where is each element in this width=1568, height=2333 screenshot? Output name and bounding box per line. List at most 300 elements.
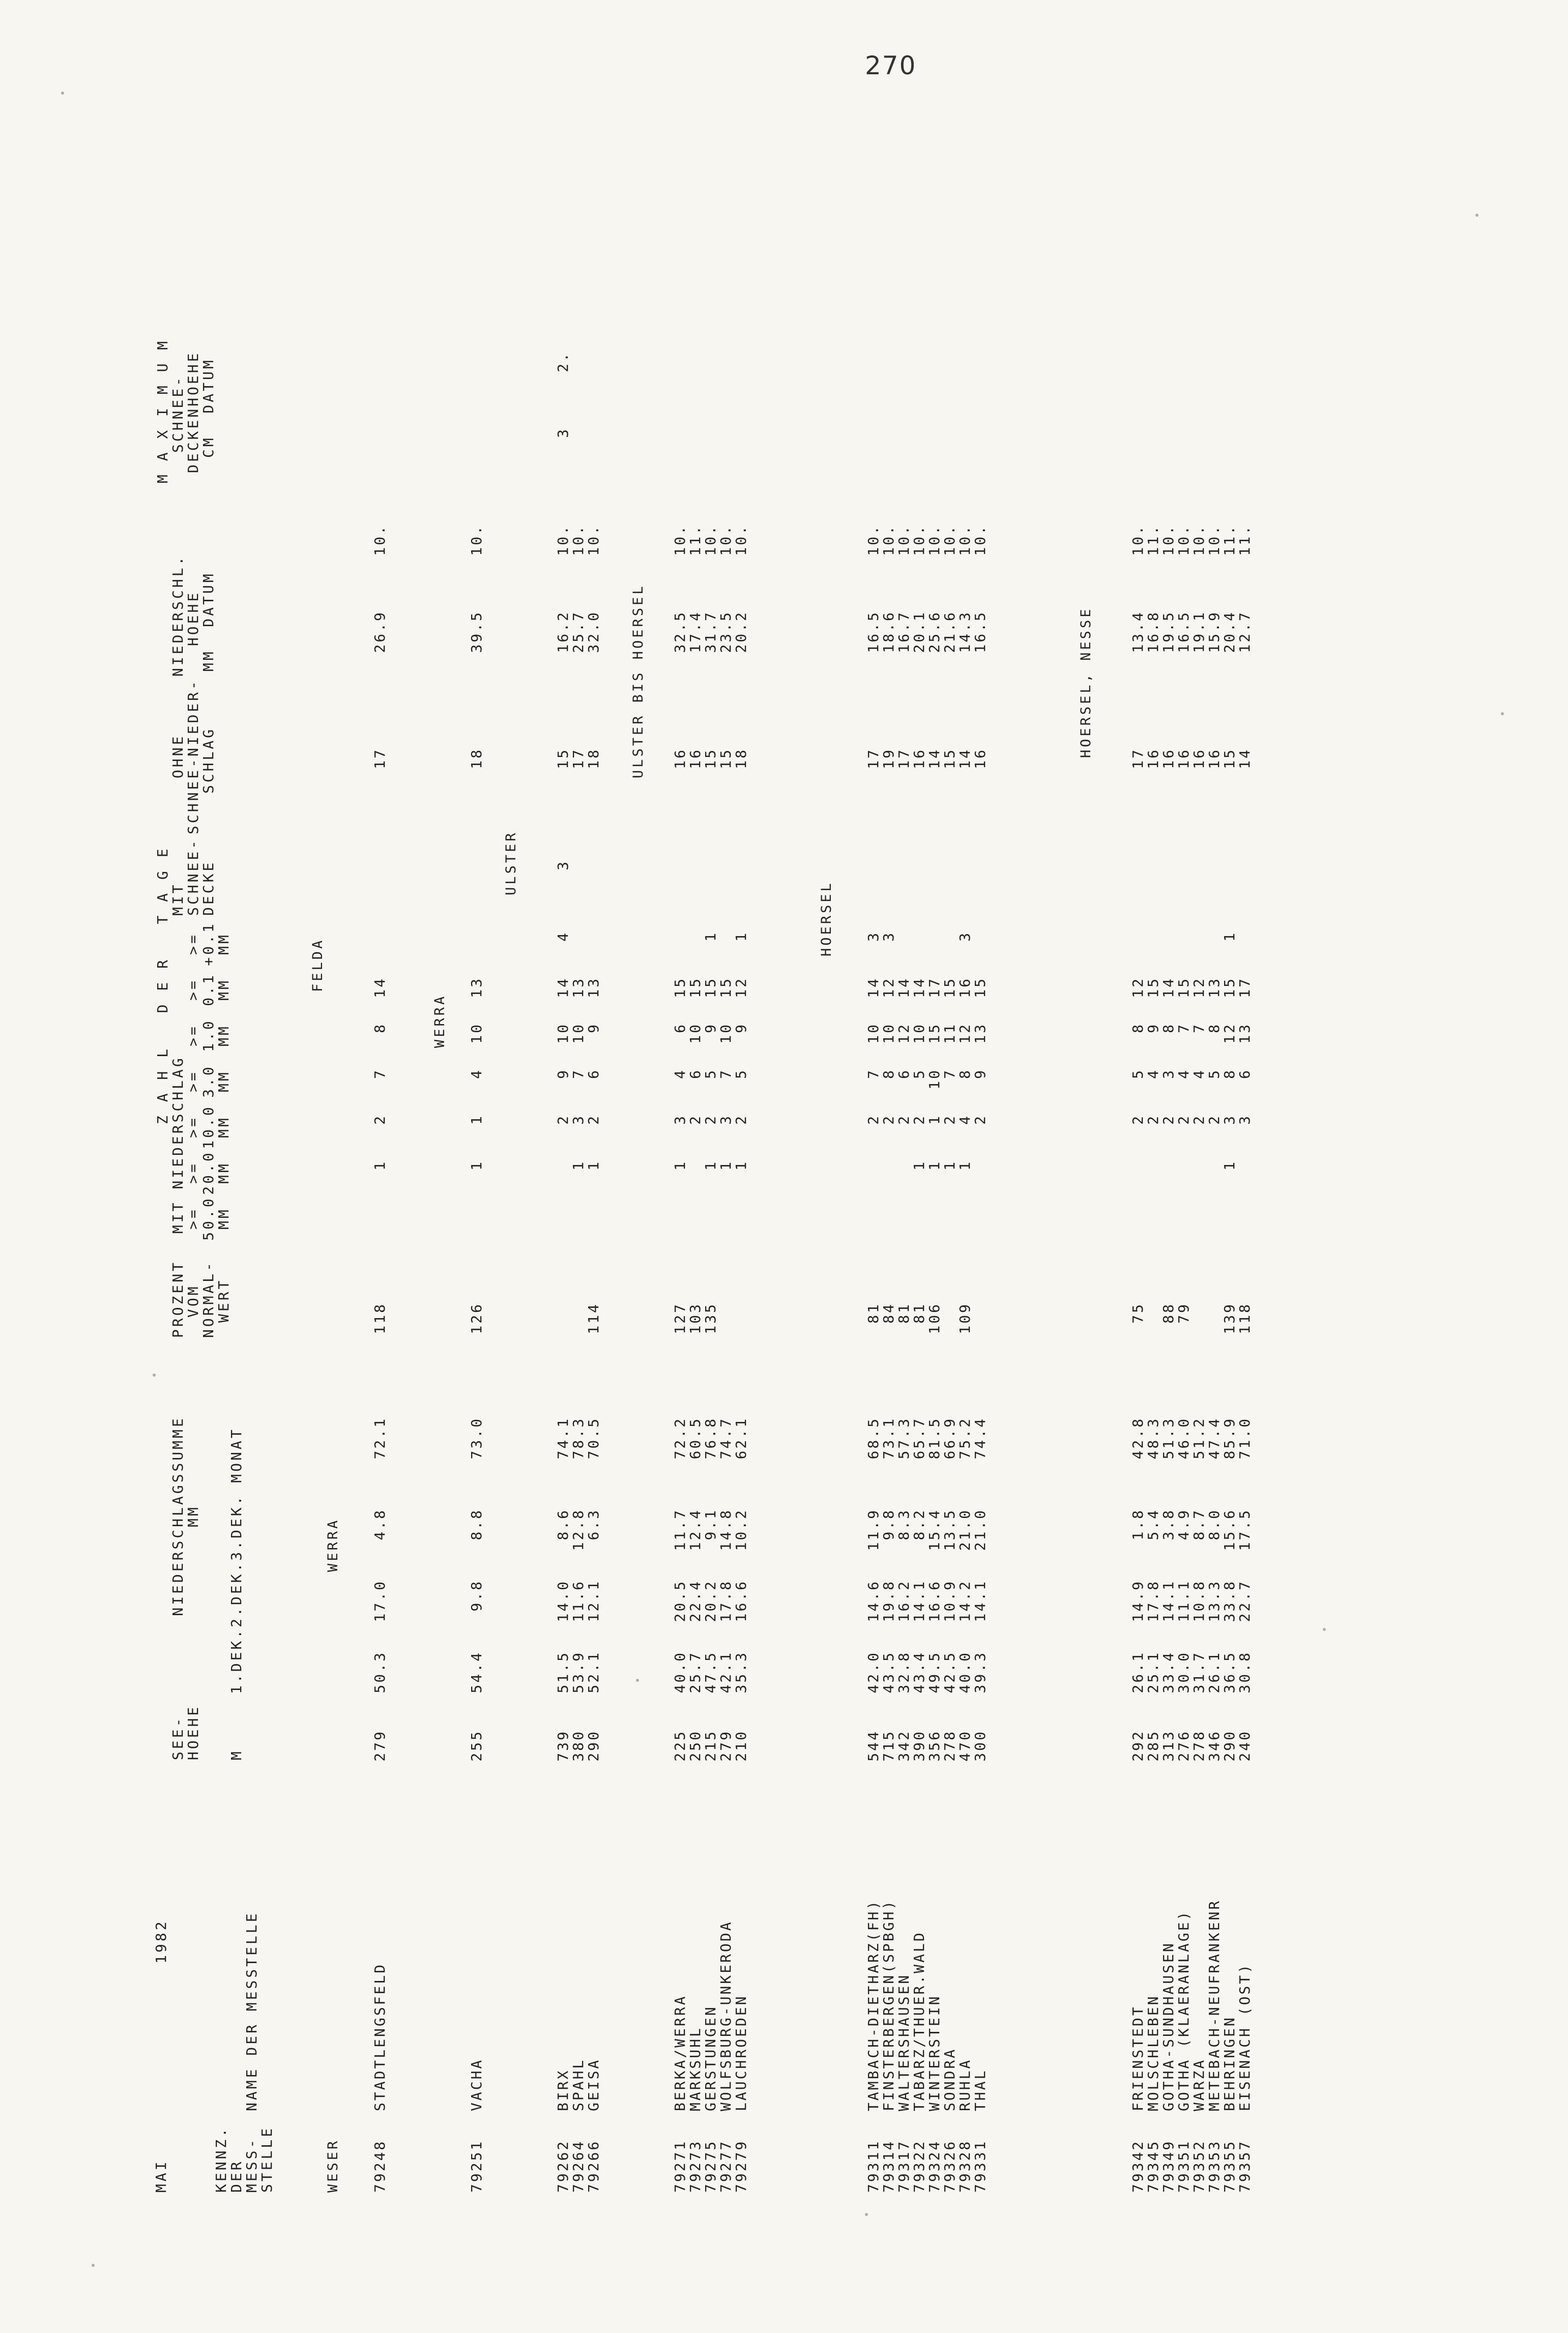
cell-kennz: 79353 xyxy=(1206,2139,1223,2193)
table-row xyxy=(972,36,988,2203)
cell-max-h: 39.5 xyxy=(468,610,485,653)
threshold-value-p01: +0.1 xyxy=(200,921,217,966)
niederschlag-max-header-3: MM DATUM xyxy=(200,571,217,672)
kennz-header-4: STELLE xyxy=(258,2125,275,2193)
cell-t01: 13 xyxy=(585,977,602,998)
cell-t1: 6 xyxy=(672,1023,688,1033)
cell-t3: 9 xyxy=(972,1068,989,1079)
cell-max-d: 10. xyxy=(555,524,571,556)
cell-max-d: 10. xyxy=(702,524,719,556)
section-werra-summe: WERRA xyxy=(325,1518,341,1572)
see-header-3: M xyxy=(228,1749,245,1760)
cell-t20: 1 xyxy=(941,1160,958,1171)
cell-d1: 32.8 xyxy=(895,1651,912,1694)
cell-t10: 2 xyxy=(1129,1114,1146,1125)
cell-ohne: 18 xyxy=(733,748,749,769)
cell-t3: 9 xyxy=(555,1068,571,1079)
cell-t1: 10 xyxy=(911,1023,927,1044)
cell-t3: 10 xyxy=(926,1068,943,1090)
threshold-ge-01: >= xyxy=(185,978,201,1001)
cell-hoehe: 292 xyxy=(1129,1730,1146,1762)
table-row xyxy=(1206,36,1222,2203)
cell-t01: 17 xyxy=(926,977,943,998)
cell-hoehe: 215 xyxy=(702,1730,719,1762)
cell-d2: 14.2 xyxy=(956,1580,973,1622)
cell-hoehe: 313 xyxy=(1160,1730,1177,1762)
cell-d1: 40.0 xyxy=(956,1651,973,1694)
cell-t1: 12 xyxy=(1221,1023,1238,1044)
cell-d2: 14.1 xyxy=(911,1580,927,1622)
prozent-header-2: VOM xyxy=(185,1284,201,1318)
cell-d2: 16.6 xyxy=(926,1580,943,1622)
cell-t01: 12 xyxy=(1129,977,1146,998)
cell-monat: 57.3 xyxy=(895,1417,912,1460)
cell-name: WALTERSHAUSEN xyxy=(895,1973,912,2111)
threshold-unit-20: MM xyxy=(215,1161,232,1184)
cell-t10: 2 xyxy=(702,1114,719,1125)
cell-d2: 17.0 xyxy=(371,1580,388,1622)
cell-ohne: 14 xyxy=(956,748,973,769)
cell-max-d: 11. xyxy=(1221,524,1238,556)
cell-max-h: 16.2 xyxy=(555,610,571,653)
scan-speck xyxy=(153,1374,156,1377)
mit-schneedecke-header-2: SCHNEE- xyxy=(185,837,201,916)
cell-d1: 50.3 xyxy=(371,1651,388,1694)
cell-d3: 4.9 xyxy=(1175,1508,1192,1540)
cell-tp01: 1 xyxy=(702,931,719,942)
cell-d1: 33.4 xyxy=(1160,1651,1177,1694)
cell-name: FRIENSTEDT xyxy=(1129,2005,1146,2111)
cell-kennz: 79251 xyxy=(468,2139,485,2193)
threshold-ge-20: >= xyxy=(185,1161,201,1184)
threshold-unit-3: MM xyxy=(215,1070,232,1092)
cell-kennz: 79266 xyxy=(585,2139,602,2193)
cell-ohne: 16 xyxy=(687,748,704,769)
cell-d2: 9.8 xyxy=(468,1580,485,1612)
cell-t01: 14 xyxy=(1160,977,1177,998)
cell-prozent: 79 xyxy=(1175,1302,1192,1324)
cell-t01: 13 xyxy=(1206,977,1223,998)
cell-monat: 73.0 xyxy=(468,1417,485,1460)
cell-t10: 2 xyxy=(687,1114,704,1125)
cell-d1: 26.1 xyxy=(1206,1651,1223,1694)
cell-monat: 42.8 xyxy=(1129,1417,1146,1460)
cell-kennz: 79271 xyxy=(672,2139,688,2193)
threshold-unit-10: MM xyxy=(215,1116,232,1138)
cell-kennz: 79355 xyxy=(1221,2139,1238,2193)
cell-monat: 73.1 xyxy=(880,1417,897,1460)
cell-d1: 36.5 xyxy=(1221,1651,1238,1694)
cell-t01: 17 xyxy=(1236,977,1253,998)
cell-ohne: 17 xyxy=(371,748,388,769)
cell-hoehe: 279 xyxy=(717,1730,734,1762)
cell-max-h: 32.5 xyxy=(672,610,688,653)
summe-header-unit: MM xyxy=(185,1505,201,1527)
cell-max-h: 31.7 xyxy=(702,610,719,653)
cell-max-h: 16.5 xyxy=(1175,610,1192,653)
schneedecke-max-header-1: SCHNEE- xyxy=(169,374,186,453)
cell-name: GOTHA-SUNDHAUSEN xyxy=(1160,1941,1177,2111)
cell-d3: 8.2 xyxy=(911,1508,927,1540)
cell-t01: 14 xyxy=(895,977,912,998)
cell-t01: 15 xyxy=(717,977,734,998)
cell-name: RUHLA xyxy=(956,2058,973,2111)
threshold-unit-01: MM xyxy=(215,978,232,1001)
cell-max-d: 11. xyxy=(687,524,704,556)
cell-name: GOTHA (KLAERANLAGE) xyxy=(1175,1909,1192,2111)
cell-prozent: 106 xyxy=(926,1302,943,1334)
cell-t1: 10 xyxy=(687,1023,704,1044)
cell-d1: 39.3 xyxy=(972,1651,989,1694)
cell-ohne: 17 xyxy=(570,748,587,769)
cell-d3: 8.6 xyxy=(555,1508,571,1540)
cell-d3: 3.8 xyxy=(1160,1508,1177,1540)
table-row xyxy=(687,36,703,2203)
cell-kennz: 79279 xyxy=(733,2139,749,2193)
cell-max-h: 19.5 xyxy=(1160,610,1177,653)
cell-t20: 1 xyxy=(468,1160,485,1171)
cell-t10: 2 xyxy=(941,1114,958,1125)
cell-max-d: 10. xyxy=(371,524,388,556)
cell-d2: 14.1 xyxy=(1160,1580,1177,1622)
cell-d3: 21.0 xyxy=(956,1508,973,1551)
cell-max-d: 10. xyxy=(911,524,927,556)
cell-tp01: 1 xyxy=(733,931,749,942)
cell-max-d: 10. xyxy=(1160,524,1177,556)
cell-d1: 43.5 xyxy=(880,1651,897,1694)
cell-prozent: 81 xyxy=(911,1302,927,1324)
cell-t01: 15 xyxy=(1145,977,1162,998)
cell-t10: 3 xyxy=(1236,1114,1253,1125)
cell-d1: 31.7 xyxy=(1190,1651,1207,1694)
cell-d2: 11.6 xyxy=(570,1580,587,1622)
cell-d2: 14.9 xyxy=(1129,1580,1146,1622)
cell-d1: 40.0 xyxy=(672,1651,688,1694)
cell-prozent: 84 xyxy=(880,1302,897,1324)
cell-t20: 1 xyxy=(926,1160,943,1171)
table-row xyxy=(1145,36,1161,2203)
cell-name: WINTERSTEIN xyxy=(926,1994,943,2111)
cell-prozent: 81 xyxy=(895,1302,912,1324)
cell-name: BEHRINGEN xyxy=(1221,2016,1238,2111)
cell-d3: 21.0 xyxy=(972,1508,989,1551)
cell-monat: 75.2 xyxy=(956,1417,973,1460)
cell-name: THAL xyxy=(972,2068,989,2111)
scan-speck xyxy=(92,2264,95,2267)
year-label: 1982 xyxy=(153,1919,169,1964)
cell-max-h: 20.4 xyxy=(1221,610,1238,653)
threshold-value-20: 20.0 xyxy=(200,1150,217,1195)
cell-monat: 74.7 xyxy=(717,1417,734,1460)
table-row xyxy=(941,36,957,2203)
cell-max-h: 18.6 xyxy=(880,610,897,653)
cell-max-h: 25.7 xyxy=(570,610,587,653)
cell-name: TAMBACH-DIETHARZ(FH) xyxy=(865,1899,882,2111)
schneedecke-max-header-2: DECKENHOEHE xyxy=(185,351,201,473)
cell-ohne: 18 xyxy=(585,748,602,769)
cell-hoehe: 278 xyxy=(1190,1730,1207,1762)
cell-t01: 15 xyxy=(1175,977,1192,998)
cell-hoehe: 276 xyxy=(1175,1730,1192,1762)
cell-t3: 7 xyxy=(865,1068,882,1079)
cell-kennz: 79317 xyxy=(895,2139,912,2193)
cell-ohne: 17 xyxy=(865,748,882,769)
cell-t1: 9 xyxy=(585,1023,602,1033)
cell-t3: 6 xyxy=(1236,1068,1253,1079)
cell-ohne: 16 xyxy=(972,748,989,769)
cell-ohne: 16 xyxy=(672,748,688,769)
cell-t10: 2 xyxy=(371,1114,388,1125)
cell-hoehe: 380 xyxy=(570,1730,587,1762)
cell-t1: 9 xyxy=(702,1023,719,1033)
cell-t01: 12 xyxy=(733,977,749,998)
section-felda: FELDA xyxy=(310,938,326,992)
cell-kennz: 79326 xyxy=(941,2139,958,2193)
cell-ohne: 15 xyxy=(555,748,571,769)
cell-t10: 4 xyxy=(956,1114,973,1125)
cell-schnee-h: 3 xyxy=(555,427,571,438)
threshold-ge-10: >= xyxy=(185,1116,201,1138)
cell-max-h: 14.3 xyxy=(956,610,973,653)
cell-kennz: 79311 xyxy=(865,2139,882,2193)
cell-d2: 14.0 xyxy=(555,1580,571,1622)
cell-hoehe: 285 xyxy=(1145,1730,1162,1762)
cell-t3: 4 xyxy=(672,1068,688,1079)
cell-d3: 11.7 xyxy=(672,1508,688,1551)
cell-max-h: 16.8 xyxy=(1145,610,1162,653)
cell-max-d: 10. xyxy=(672,524,688,556)
cell-t3: 6 xyxy=(895,1068,912,1079)
cell-prozent: 118 xyxy=(1236,1302,1253,1334)
cell-d3: 8.8 xyxy=(468,1508,485,1540)
table-row xyxy=(1175,36,1192,2203)
cell-hoehe: 210 xyxy=(733,1730,749,1762)
cell-d2: 20.5 xyxy=(672,1580,688,1622)
cell-kennz: 79351 xyxy=(1175,2139,1192,2193)
threshold-value-1: 1.0 xyxy=(200,1018,217,1052)
cell-max-d: 10. xyxy=(1206,524,1223,556)
cell-d1: 47.5 xyxy=(702,1651,719,1694)
cell-monat: 76.8 xyxy=(702,1417,719,1460)
cell-prozent: 75 xyxy=(1129,1302,1146,1324)
prozent-header-3: NORMAL- xyxy=(200,1260,217,1338)
table-row xyxy=(956,36,973,2203)
cell-hoehe: 715 xyxy=(880,1730,897,1762)
cell-max-d: 10. xyxy=(926,524,943,556)
cell-d3: 17.5 xyxy=(1236,1508,1253,1551)
cell-monat: 68.5 xyxy=(865,1417,882,1460)
cell-hoehe: 290 xyxy=(585,1730,602,1762)
cell-kennz: 79357 xyxy=(1236,2139,1253,2193)
cell-hoehe: 225 xyxy=(672,1730,688,1762)
cell-t10: 2 xyxy=(1190,1114,1207,1125)
cell-t1: 8 xyxy=(1160,1023,1177,1033)
mit-niederschlag-label: MIT NIEDERSCHLAG xyxy=(169,1056,186,1234)
table-row xyxy=(585,36,601,2203)
cell-d2: 16.6 xyxy=(733,1580,749,1622)
cell-t3: 8 xyxy=(956,1068,973,1079)
cell-d3: 9.8 xyxy=(880,1508,897,1540)
table-row xyxy=(1221,36,1237,2203)
cell-ohne: 15 xyxy=(717,748,734,769)
cell-t20: 1 xyxy=(956,1160,973,1171)
cell-monat: 71.0 xyxy=(1236,1417,1253,1460)
cell-d3: 6.3 xyxy=(585,1508,602,1540)
cell-t10: 2 xyxy=(895,1114,912,1125)
cell-monat: 51.2 xyxy=(1190,1417,1207,1460)
cell-t10: 2 xyxy=(880,1114,897,1125)
cell-ohne: 14 xyxy=(926,748,943,769)
cell-d1: 25.1 xyxy=(1145,1651,1162,1694)
cell-max-d: 10. xyxy=(468,524,485,556)
cell-monat: 81.5 xyxy=(926,1417,943,1460)
cell-max-d: 10. xyxy=(1175,524,1192,556)
cell-t1: 10 xyxy=(468,1023,485,1044)
cell-d1: 42.5 xyxy=(941,1651,958,1694)
section-ulster: ULSTER xyxy=(503,830,519,895)
cell-t20: 1 xyxy=(672,1160,688,1171)
schneedecke-max-header-3: CM DATUM xyxy=(200,358,217,458)
cell-max-h: 16.7 xyxy=(895,610,912,653)
cell-t01: 13 xyxy=(468,977,485,998)
cell-t1: 8 xyxy=(1129,1023,1146,1033)
threshold-value-50: 50.0 xyxy=(200,1196,217,1241)
table-row xyxy=(733,36,749,2203)
table-row xyxy=(1236,36,1253,2203)
cell-max-h: 17.4 xyxy=(687,610,704,653)
see-header-1: SEE- xyxy=(169,1715,186,1760)
mit-schneedecke-header-3: DECKE xyxy=(200,860,217,916)
cell-t10: 3 xyxy=(1221,1114,1238,1125)
cell-t1: 10 xyxy=(880,1023,897,1044)
cell-max-d: 10. xyxy=(880,524,897,556)
threshold-value-3: 3.0 xyxy=(200,1064,217,1098)
cell-hoehe: 739 xyxy=(555,1730,571,1762)
cell-t10: 2 xyxy=(911,1114,927,1125)
cell-monat: 66.9 xyxy=(941,1417,958,1460)
cell-d3: 12.8 xyxy=(570,1508,587,1551)
table-row xyxy=(1129,36,1146,2203)
name-header: NAME DER MESSTELLE xyxy=(243,1911,260,2111)
cell-t01: 15 xyxy=(672,977,688,998)
cell-name: GEISA xyxy=(585,2058,602,2111)
cell-d3: 14.8 xyxy=(717,1508,734,1551)
cell-t3: 8 xyxy=(1221,1068,1238,1079)
kennz-header-1: KENNZ. xyxy=(213,2125,229,2193)
cell-t3: 6 xyxy=(585,1068,602,1079)
cell-tp01: 1 xyxy=(1221,931,1238,942)
cell-ohne: 18 xyxy=(468,748,485,769)
cell-monat: 48.3 xyxy=(1145,1417,1162,1460)
cell-d2: 14.6 xyxy=(865,1580,882,1622)
cell-d3: 4.8 xyxy=(371,1508,388,1540)
cell-d2: 20.2 xyxy=(702,1580,719,1622)
cell-name: STADTLENGSFELD xyxy=(371,1962,388,2111)
threshold-unit-p01: MM xyxy=(215,932,232,955)
cell-d3: 8.0 xyxy=(1206,1508,1223,1540)
cell-max-h: 20.2 xyxy=(733,610,749,653)
table-row xyxy=(672,36,688,2203)
cell-name: BERKA/WERRA xyxy=(672,1994,688,2111)
cell-d1: 30.8 xyxy=(1236,1651,1253,1694)
cell-monat: 65.7 xyxy=(911,1417,927,1460)
cell-d2: 17.8 xyxy=(1145,1580,1162,1622)
summe-header-title: NIEDERSCHLAGSSUMME xyxy=(169,1416,186,1616)
cell-t3: 4 xyxy=(1145,1068,1162,1079)
cell-max-h: 20.1 xyxy=(911,610,927,653)
cell-t01: 15 xyxy=(687,977,704,998)
cell-ohne: 15 xyxy=(1221,748,1238,769)
cell-kennz: 79328 xyxy=(956,2139,973,2193)
cell-d3: 15.4 xyxy=(926,1508,943,1551)
cell-t3: 7 xyxy=(570,1068,587,1079)
ohne-header-2: SCHNEE-NIEDER- xyxy=(185,678,201,834)
cell-monat: 74.1 xyxy=(555,1417,571,1460)
cell-name: GERSTUNGEN xyxy=(702,2005,719,2111)
cell-ohne: 19 xyxy=(880,748,897,769)
cell-max-h: 32.0 xyxy=(585,610,602,653)
cell-monat: 47.4 xyxy=(1206,1417,1223,1460)
cell-ohne: 16 xyxy=(1145,748,1162,769)
cell-t01: 14 xyxy=(911,977,927,998)
kennz-header-3: MESS- xyxy=(243,2137,260,2193)
cell-t1: 7 xyxy=(1190,1023,1207,1033)
cell-d2: 22.4 xyxy=(687,1580,704,1622)
table-row xyxy=(865,36,881,2203)
cell-d3: 15.6 xyxy=(1221,1508,1238,1551)
cell-d1: 53.9 xyxy=(570,1651,587,1694)
cell-d3: 9.1 xyxy=(702,1508,719,1540)
cell-hoehe: 290 xyxy=(1221,1730,1238,1762)
cell-mit-decke: 3 xyxy=(555,860,571,870)
cell-t3: 5 xyxy=(733,1068,749,1079)
cell-kennz: 79342 xyxy=(1129,2139,1146,2193)
threshold-ge-1: >= xyxy=(185,1024,201,1046)
cell-d2: 33.8 xyxy=(1221,1580,1238,1622)
cell-t20: 1 xyxy=(911,1160,927,1171)
threshold-ge-p01: >= xyxy=(185,932,201,955)
cell-kennz: 79314 xyxy=(880,2139,897,2193)
cell-prozent: 88 xyxy=(1160,1302,1177,1324)
scan-speck xyxy=(1323,1628,1326,1631)
cell-t3: 8 xyxy=(880,1068,897,1079)
table-row xyxy=(371,36,388,2203)
cell-t1: 15 xyxy=(926,1023,943,1044)
ohne-header-1: OHNE xyxy=(169,734,186,778)
cell-prozent: 109 xyxy=(956,1302,973,1334)
table-row xyxy=(895,36,912,2203)
cell-t20: 1 xyxy=(585,1160,602,1171)
cell-t10: 2 xyxy=(1145,1114,1162,1125)
cell-ohne: 14 xyxy=(1236,748,1253,769)
summe-header-cols: 1.DEK.2.DEK.3.DEK. MONAT xyxy=(228,1427,245,1694)
niederschlag-max-header-2: HOEHE xyxy=(185,590,201,646)
scan-speck xyxy=(1501,712,1504,715)
cell-schnee-d: 2. xyxy=(555,351,571,372)
see-header-2: HOEHE xyxy=(185,1704,201,1760)
cell-hoehe: 356 xyxy=(926,1730,943,1762)
scan-speck xyxy=(61,92,64,95)
cell-d3: 10.2 xyxy=(733,1508,749,1551)
cell-hoehe: 279 xyxy=(371,1730,388,1762)
maximum-title: M A X I M U M xyxy=(154,338,171,483)
cell-d2: 12.1 xyxy=(585,1580,602,1622)
cell-name: WARZA xyxy=(1190,2058,1207,2111)
cell-monat: 78.3 xyxy=(570,1417,587,1460)
cell-t3: 5 xyxy=(911,1068,927,1079)
cell-t01: 15 xyxy=(1221,977,1238,998)
table-row xyxy=(926,36,942,2203)
